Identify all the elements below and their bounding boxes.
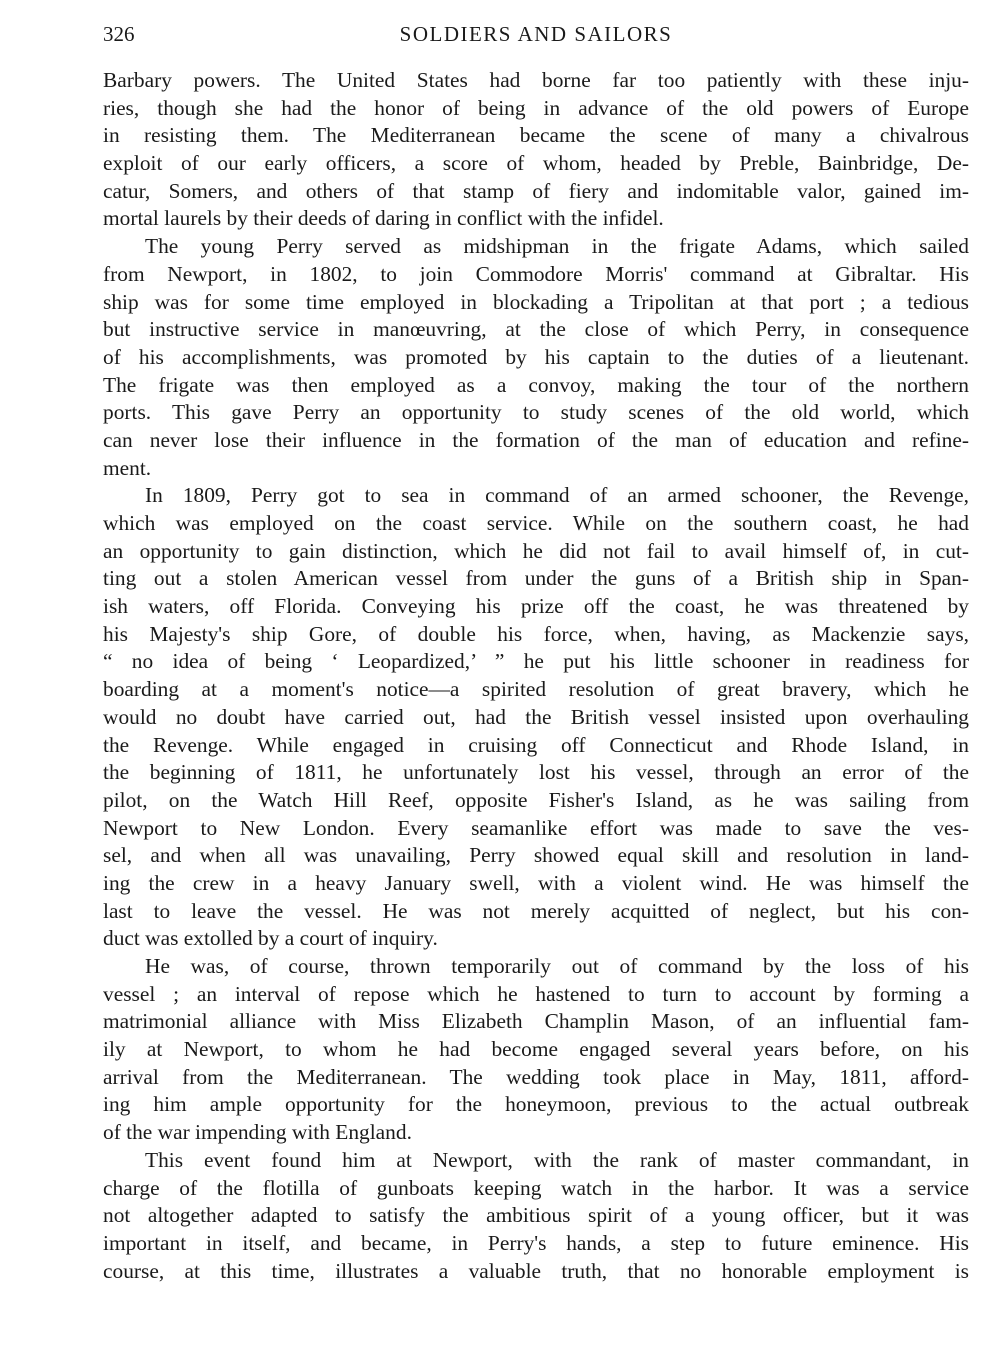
paragraph (103, 1147, 969, 1285)
text-line: vessel ; an interval of repose which he hastened to turn to account by forming a (103, 981, 969, 1006)
text-line: charge of the flotilla of gunboats keeping watch in the harbor. It was a service (103, 1175, 969, 1200)
running-title: SOLDIERS AND SAILORS (399, 22, 673, 46)
text-line: last to leave the vessel. He was not merely acquitted of neglect, but his con- (103, 898, 969, 923)
text-line: In 1809, Perry got to sea in command of an armed schooner, the Revenge, (145, 483, 969, 508)
text-line: course, at this time, illustrates a valuable truth, that no honorable employment is (103, 1258, 969, 1283)
text-line: matrimonial alliance with Miss Elizabeth Champlin Mason, of an influential fam- (103, 1009, 969, 1034)
paragraph (103, 67, 969, 233)
text-line: exploit of our early officers, a score of whom, headed by Preble, Bainbridge, De- (103, 151, 969, 176)
text-line: an opportunity to gain distinction, which he did not fail to avail himself of, in cut- (103, 538, 969, 563)
text-line: “ no idea of being ‘ Leopardized,’ ” he put his little schooner in readiness for (103, 649, 969, 674)
text-line: the Revenge. While engaged in cruising off Connecticut and Rhode Island, in (103, 732, 969, 757)
text-line: from Newport, in 1802, to join Commodore Morris' command at Gibraltar. His (103, 261, 969, 286)
text-line: important in itself, and became, in Perry's hands, a step to future eminence. His (103, 1230, 969, 1255)
text-line: catur, Somers, and others of that stamp of fiery and indomitable valor, gained im- (103, 178, 969, 203)
text-line: which was employed on the coast service. While on the southern coast, he had (103, 511, 969, 535)
page-number: 326 (103, 22, 135, 46)
text-line: ports. This gave Perry an opportunity to study scenes of the old world, which (103, 400, 969, 425)
text-line: the beginning of 1811, he unfortunately lost his vessel, through an error of the (103, 760, 969, 785)
body-text (103, 67, 969, 1285)
text-line: not altogether adapted to satisfy the ambitious spirit of a young officer, but it was (103, 1203, 969, 1228)
text-line: his Majesty's ship Gore, of double his force, when, having, as Mackenzie says, (103, 621, 969, 646)
text-line: ily at Newport, to whom he had become engaged several years before, on his (103, 1037, 969, 1062)
paragraph (103, 482, 969, 953)
text-line: duct was extolled by a court of inquiry. (103, 926, 438, 951)
text-line: ment. (103, 455, 152, 480)
text-line: boarding at a moment's notice—a spirited resolution of great bravery, which he (103, 677, 969, 702)
text-line: can never lose their influence in the formation of the man of education and refine- (103, 427, 969, 452)
text-line: ing him ample opportunity for the honeymoon, previous to the actual outbreak (103, 1092, 969, 1117)
paragraph (103, 233, 969, 482)
text-line: of the war impending with England. (103, 1120, 412, 1145)
text-line: ries, though she had the honor of being in advance of the old powers of Europe (103, 95, 969, 120)
text-line: The young Perry served as midshipman in the frigate Adams, which sailed (145, 234, 969, 259)
text-line: ship was for some time employed in blockading a Tripolitan at that port ; a tedious (103, 289, 969, 314)
text-line: sel, and when all was unavailing, Perry showed equal skill and resolution in land- (103, 843, 969, 868)
text-line: ing the crew in a heavy January swell, with a violent wind. He was himself the (103, 870, 969, 895)
text-line: would no doubt have carried out, had the British vessel insisted upon overhauling (103, 704, 969, 729)
text-line: The frigate was then employed as a convoy, making the tour of the northern (103, 372, 969, 397)
text-line: This event found him at Newport, with the rank of master commandant, in (145, 1147, 969, 1172)
text-line: Newport to New London. Every seamanlike effort was made to save the ves- (103, 815, 969, 840)
text-line: of his accomplishments, was promoted by his captain to the duties of a lieutenant. (103, 344, 969, 369)
text-line: ish waters, off Florida. Conveying his prize off the coast, he was threatened by (103, 594, 969, 619)
text-line: but instructive service in manœuvring, at the close of which Perry, in consequence (103, 317, 969, 342)
text-line: ting out a stolen American vessel from under the guns of a British ship in Span- (103, 566, 969, 591)
text-line: He was, of course, thrown temporarily out of command by the loss of his (145, 954, 969, 978)
paragraph (103, 953, 969, 1147)
page-header (103, 22, 969, 54)
text-line: Barbary powers. The United States had borne far too patiently with these inju- (103, 68, 969, 92)
text-line: in resisting them. The Mediterranean became the scene of many a chivalrous (103, 123, 969, 148)
text-line: mortal laurels by their deeds of daring in conflict with the infidel. (103, 206, 664, 231)
text-line: arrival from the Mediterranean. The wedding took place in May, 1811, afford- (103, 1064, 969, 1089)
text-line: pilot, on the Watch Hill Reef, opposite Fisher's Island, as he was sailing from (103, 787, 969, 812)
